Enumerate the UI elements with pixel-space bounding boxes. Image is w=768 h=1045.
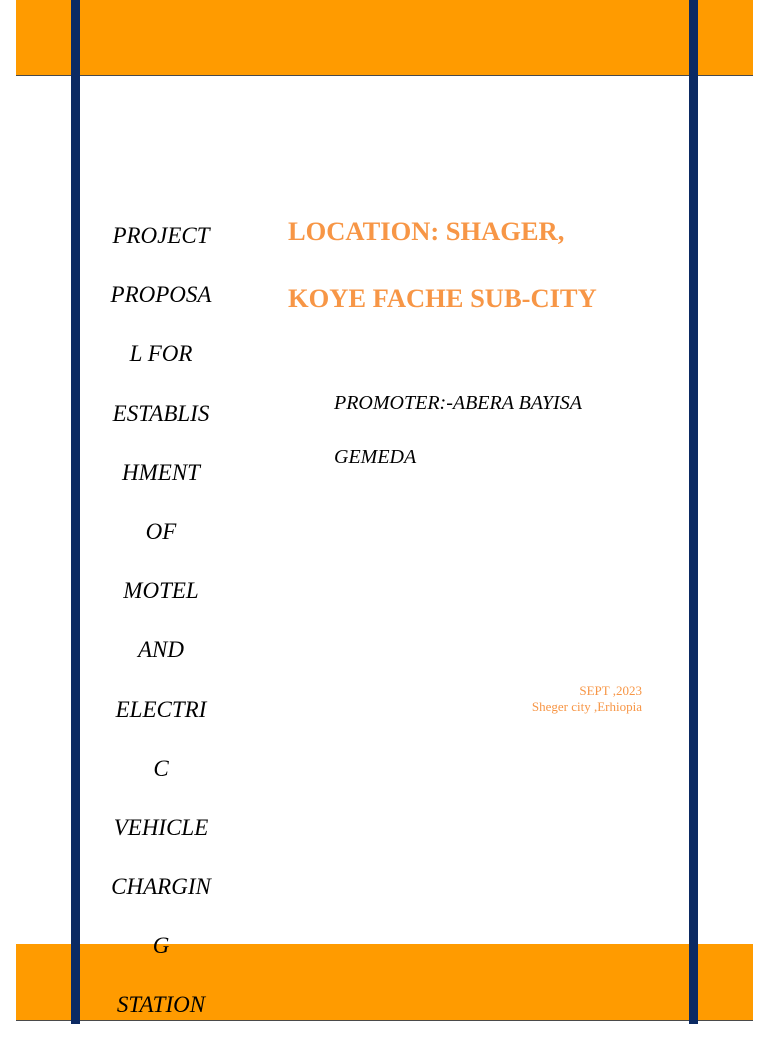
- title-line: PROJECT: [112, 223, 210, 248]
- title-line: OF: [145, 518, 177, 544]
- place-text: Sheger city ,Erhiopia: [531, 699, 642, 714]
- title-line: ELECTRI: [115, 696, 207, 722]
- promoter-surname: GEMEDA: [334, 446, 417, 468]
- title-line: C: [153, 755, 169, 781]
- location-subcity: KOYE FACHE SUB-CITY: [288, 283, 597, 313]
- location-heading: LOCATION: SHAGER,: [288, 216, 565, 246]
- project-title: [96, 216, 226, 1045]
- title-line: L FOR: [129, 341, 193, 367]
- title-line: PROPOSA: [110, 282, 212, 308]
- title-line: CHARGIN: [111, 874, 211, 900]
- title-line: VEHICLE: [113, 814, 209, 840]
- title-line: ESTABLIS: [112, 400, 210, 426]
- title-line: STATION: [116, 992, 206, 1018]
- title-line: MOTEL: [123, 578, 199, 604]
- title-line: G: [152, 933, 170, 959]
- date-place-block: [532, 683, 642, 715]
- title-line: HMENT: [122, 459, 200, 485]
- top-orange-band: [16, 0, 753, 76]
- right-navy-rule: [689, 0, 698, 1024]
- left-navy-rule: [71, 0, 80, 1024]
- date-text: SEPT ,2023: [579, 683, 642, 698]
- title-line: AND: [138, 637, 184, 663]
- promoter-label: PROMOTER:-ABERA BAYISA: [334, 392, 582, 414]
